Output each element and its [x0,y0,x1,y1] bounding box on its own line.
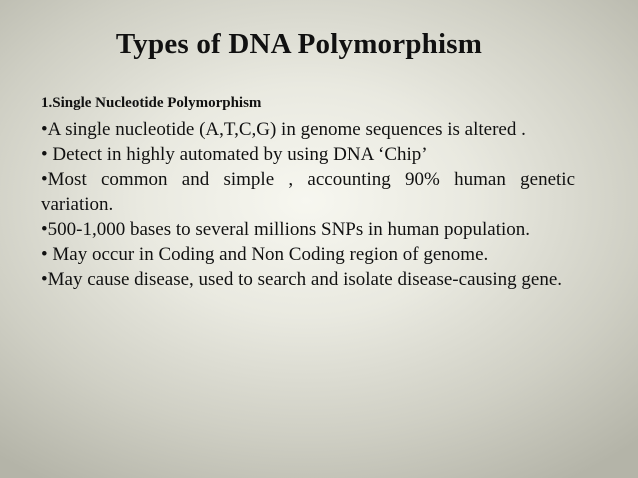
slide-title: Types of DNA Polymorphism [115,28,483,60]
bullet-item: • May occur in Coding and Non Coding region of genome. [41,244,489,265]
bullet-item: •A single nucleotide (A,T,C,G) in genome sequences is altered . [41,119,526,140]
bullet-item: • Detect in highly automated by using DNA ‘Chip’ [41,144,428,165]
bullet-item: •May cause disease, used to search and isolate disease-causing gene. [41,269,563,290]
bullet-item: •500-1,000 bases to several millions SNPs in human population. [41,219,531,240]
bullet-item: •Most common and simple , accounting 90% human genetic variation. [41,169,575,215]
slide-content [41,93,575,292]
section-heading: 1.Single Nucleotide Polymorphism [41,95,262,111]
